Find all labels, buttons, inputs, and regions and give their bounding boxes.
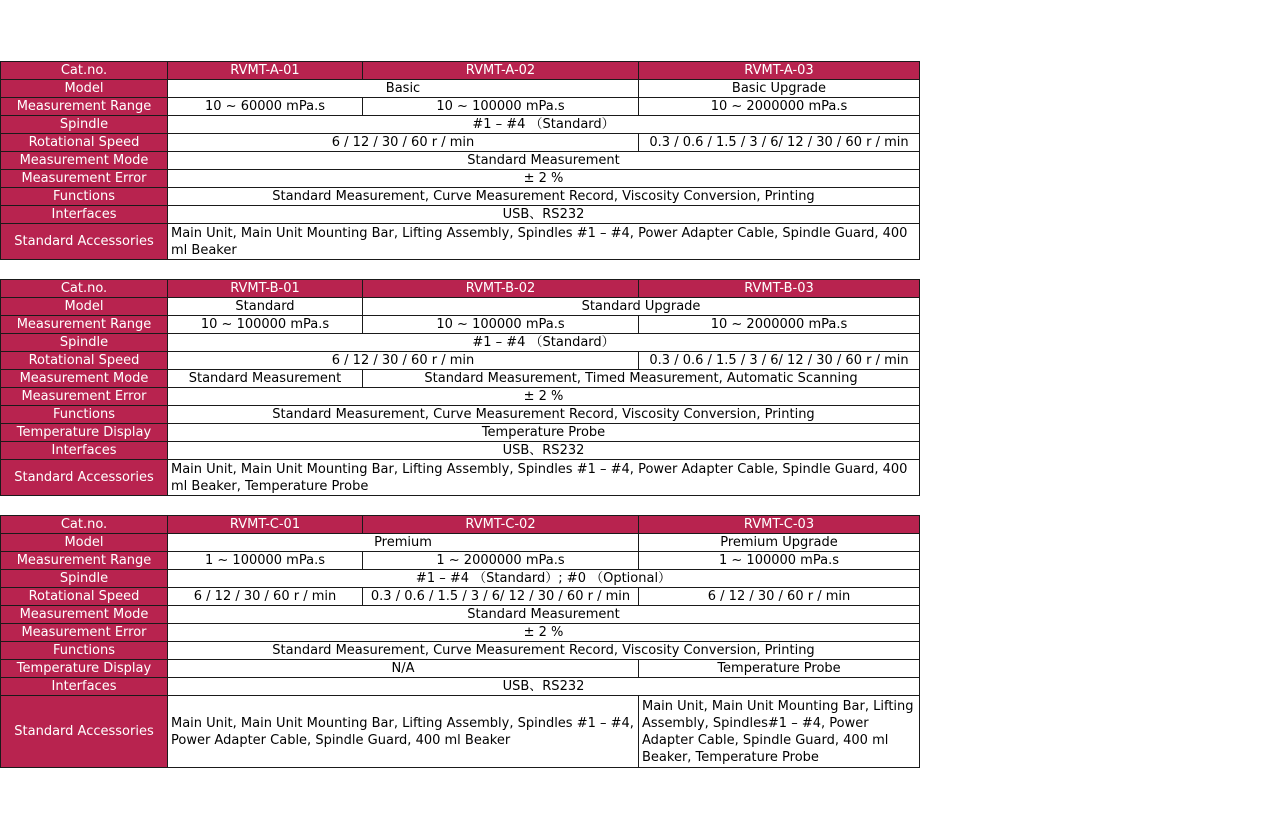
table-cell: Premium [168,534,639,552]
table-cell: Basic Upgrade [639,80,920,98]
table-cell: Standard Measurement [168,370,363,388]
spec-table-a [0,61,920,260]
table-row [1,660,920,678]
table-cell: #1 – #4 （Standard） [168,334,920,352]
table-row [1,116,920,134]
row-header-temp: Temperature Display [1,660,168,678]
row-header-spindle: Spindle [1,570,168,588]
row-header-functions: Functions [1,406,168,424]
table-row [1,406,920,424]
table-cell: Main Unit, Main Unit Mounting Bar, Lifting Assembly, Spindles #1 – #4, Power Adapter Cable, Spindle Guard, 400 ml Beaker [168,224,920,260]
table-row [1,534,920,552]
row-header-spindle: Spindle [1,116,168,134]
table-cell: 0.3 / 0.6 / 1.5 / 3 / 6/ 12 / 30 / 60 r / min [639,134,920,152]
row-header-functions: Functions [1,642,168,660]
table-row [1,224,920,260]
table-cell: Standard Measurement [168,606,920,624]
row-header-speed: Rotational Speed [1,588,168,606]
row-header-accessories: Standard Accessories [1,224,168,260]
table-row [1,588,920,606]
table-cell: 10 ~ 100000 mPa.s [168,316,363,334]
row-header-mode: Measurement Mode [1,606,168,624]
row-header-error: Measurement Error [1,624,168,642]
table-cell: #1 – #4 （Standard） [168,116,920,134]
table-cell: Premium Upgrade [639,534,920,552]
table-row [1,316,920,334]
table-cell: USB、RS232 [168,206,920,224]
table-cell: Main Unit, Main Unit Mounting Bar, Lifting Assembly, Spindles#1 – #4, Power Adapter Cable, Spindle Guard, 400 ml Beaker, Temperature Probe [639,696,920,768]
table-row [1,516,920,534]
cat-no-cell: RVMT-C-01 [168,516,363,534]
table-cell: ± 2 % [168,624,920,642]
row-header-functions: Functions [1,188,168,206]
row-header-interfaces: Interfaces [1,442,168,460]
cat-no-cell: RVMT-A-03 [639,62,920,80]
row-header-temp: Temperature Display [1,424,168,442]
table-row [1,352,920,370]
table-cell: 0.3 / 0.6 / 1.5 / 3 / 6/ 12 / 30 / 60 r / min [363,588,639,606]
row-header-model: Model [1,534,168,552]
cat-no-cell: RVMT-A-02 [363,62,639,80]
table-cell: 10 ~ 2000000 mPa.s [639,316,920,334]
table-cell: #1 – #4 （Standard）; #0 （Optional） [168,570,920,588]
table-row [1,98,920,116]
table-row [1,388,920,406]
row-header-catno: Cat.no. [1,62,168,80]
table-cell: 10 ~ 100000 mPa.s [363,316,639,334]
table-row [1,188,920,206]
table-row [1,170,920,188]
cat-no-cell: RVMT-B-01 [168,280,363,298]
table-row [1,624,920,642]
cat-no-cell: RVMT-C-02 [363,516,639,534]
row-header-interfaces: Interfaces [1,206,168,224]
table-cell: 10 ~ 2000000 mPa.s [639,98,920,116]
row-header-error: Measurement Error [1,388,168,406]
table-row [1,442,920,460]
table-cell: N/A [168,660,639,678]
table-cell: Standard Upgrade [363,298,920,316]
table-row [1,606,920,624]
spec-table-c [0,515,920,768]
table-row [1,424,920,442]
table-row [1,678,920,696]
spec-table-b [0,279,920,496]
table-cell: Basic [168,80,639,98]
table-row [1,62,920,80]
cat-no-cell: RVMT-B-02 [363,280,639,298]
table-cell: 0.3 / 0.6 / 1.5 / 3 / 6/ 12 / 30 / 60 r / min [639,352,920,370]
row-header-range: Measurement Range [1,552,168,570]
row-header-range: Measurement Range [1,316,168,334]
table-row [1,206,920,224]
table-row [1,696,920,768]
table-row [1,570,920,588]
table-row [1,134,920,152]
row-header-mode: Measurement Mode [1,370,168,388]
table-cell: 6 / 12 / 30 / 60 r / min [168,588,363,606]
table-row [1,552,920,570]
row-header-mode: Measurement Mode [1,152,168,170]
row-header-model: Model [1,298,168,316]
row-header-catno: Cat.no. [1,516,168,534]
table-cell: Standard [168,298,363,316]
table-row [1,460,920,496]
table-row [1,370,920,388]
table-row [1,152,920,170]
row-header-catno: Cat.no. [1,280,168,298]
table-cell: Standard Measurement, Curve Measurement Record, Viscosity Conversion, Printing [168,188,920,206]
cat-no-cell: RVMT-B-03 [639,280,920,298]
table-cell: 1 ~ 100000 mPa.s [168,552,363,570]
table-cell: ± 2 % [168,388,920,406]
table-cell: 6 / 12 / 30 / 60 r / min [639,588,920,606]
row-header-model: Model [1,80,168,98]
row-header-speed: Rotational Speed [1,134,168,152]
table-row [1,334,920,352]
row-header-accessories: Standard Accessories [1,696,168,768]
table-cell: 1 ~ 100000 mPa.s [639,552,920,570]
row-header-range: Measurement Range [1,98,168,116]
table-cell: ± 2 % [168,170,920,188]
row-header-error: Measurement Error [1,170,168,188]
row-header-interfaces: Interfaces [1,678,168,696]
table-row [1,298,920,316]
table-cell: Main Unit, Main Unit Mounting Bar, Lifting Assembly, Spindles #1 – #4, Power Adapter Cable, Spindle Guard, 400 ml Beaker, Temperature Probe [168,460,920,496]
table-cell: 6 / 12 / 30 / 60 r / min [168,134,639,152]
table-row [1,80,920,98]
table-cell: USB、RS232 [168,442,920,460]
row-header-spindle: Spindle [1,334,168,352]
table-cell: Temperature Probe [639,660,920,678]
table-cell: Standard Measurement, Curve Measurement Record, Viscosity Conversion, Printing [168,642,920,660]
cat-no-cell: RVMT-A-01 [168,62,363,80]
table-cell: USB、RS232 [168,678,920,696]
table-cell: Standard Measurement [168,152,920,170]
table-cell: 10 ~ 60000 mPa.s [168,98,363,116]
table-row [1,280,920,298]
row-header-speed: Rotational Speed [1,352,168,370]
table-cell: Main Unit, Main Unit Mounting Bar, Lifting Assembly, Spindles #1 – #4, Power Adapter Cable, Spindle Guard, 400 ml Beaker [168,696,639,768]
table-cell: 10 ~ 100000 mPa.s [363,98,639,116]
table-cell: 1 ~ 2000000 mPa.s [363,552,639,570]
table-cell: Standard Measurement, Curve Measurement Record, Viscosity Conversion, Printing [168,406,920,424]
row-header-accessories: Standard Accessories [1,460,168,496]
table-cell: 6 / 12 / 30 / 60 r / min [168,352,639,370]
table-row [1,642,920,660]
cat-no-cell: RVMT-C-03 [639,516,920,534]
table-cell: Standard Measurement, Timed Measurement, Automatic Scanning [363,370,920,388]
table-cell: Temperature Probe [168,424,920,442]
